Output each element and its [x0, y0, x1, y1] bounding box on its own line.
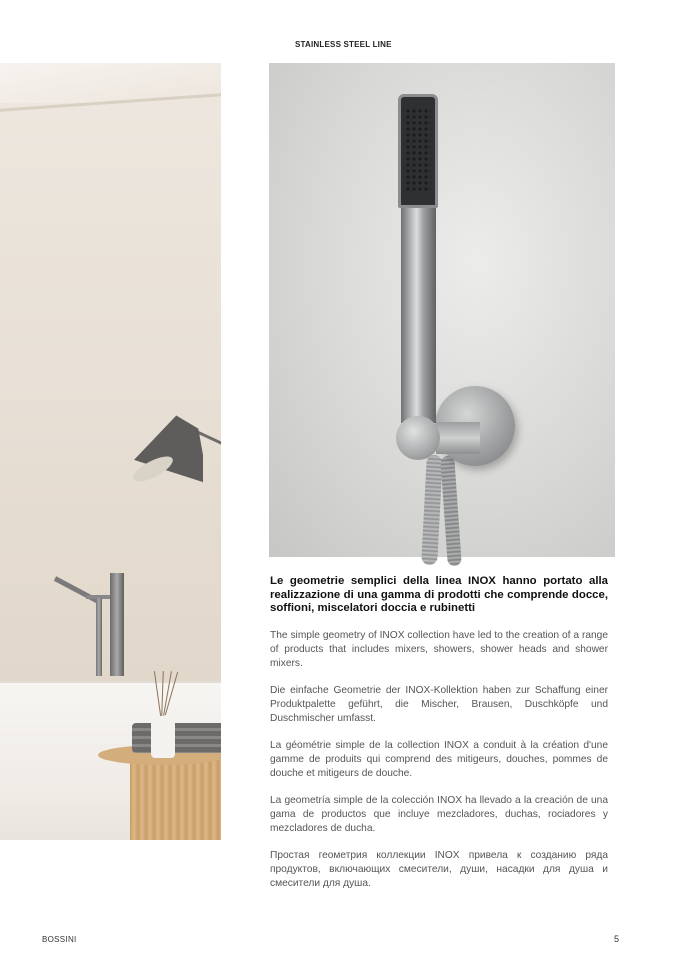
paragraph-fr: La géométrie simple de la collection INOX a conduit à la création d'une gamme de produits qui comprend des mitigeurs, douches, pommes de douche et mitigeurs de douche. — [270, 739, 608, 779]
footer-brand: BOSSINI — [42, 935, 77, 944]
paragraph-ru: Простая геометрия коллекции INOX привела к созданию ряда продуктов, включающих смесители, души, насадки для душа и смесители для душа. — [270, 849, 608, 889]
paragraph-es: La geometría simple de la colección INOX ha llevado a la creación de una gama de productos que incluye mezcladores, duchas, rociadores y mezcladores de ducha. — [270, 794, 608, 834]
page-number: 5 — [614, 934, 620, 944]
shower-nozzles — [405, 108, 431, 193]
section-title: STAINLESS STEEL LINE — [295, 40, 392, 49]
diffuser-vase — [151, 718, 175, 758]
shower-handle — [401, 208, 436, 423]
side-table — [130, 758, 221, 840]
description-column — [270, 575, 608, 904]
faucet-column — [110, 573, 124, 676]
paragraph-de: Die einfache Geometrie der INOX-Kollektion haben zur Schaffung einer Produktpalette geführt, die Mischer, Brausen, Duschköpfe und Duschmischer umfasst. — [270, 684, 608, 724]
wall-lamp-icon — [133, 415, 203, 485]
faucet-pipe — [96, 598, 102, 676]
paragraph-en: The simple geometry of INOX collection have led to the creation of a range of products that includes mixers, showers, shower heads and shower mixers. — [270, 629, 608, 669]
folded-towels — [132, 723, 221, 753]
outlet-connector — [436, 422, 480, 454]
holder-knob — [396, 416, 440, 460]
bathroom-photo — [0, 63, 221, 840]
lead-paragraph-it: Le geometrie semplici della linea INOX hanno portato alla realizzazione di una gamma di prodotti che comprende docce, soffioni, miscelatori doccia e rubinetti — [270, 575, 608, 615]
faucet-spout — [54, 576, 100, 604]
